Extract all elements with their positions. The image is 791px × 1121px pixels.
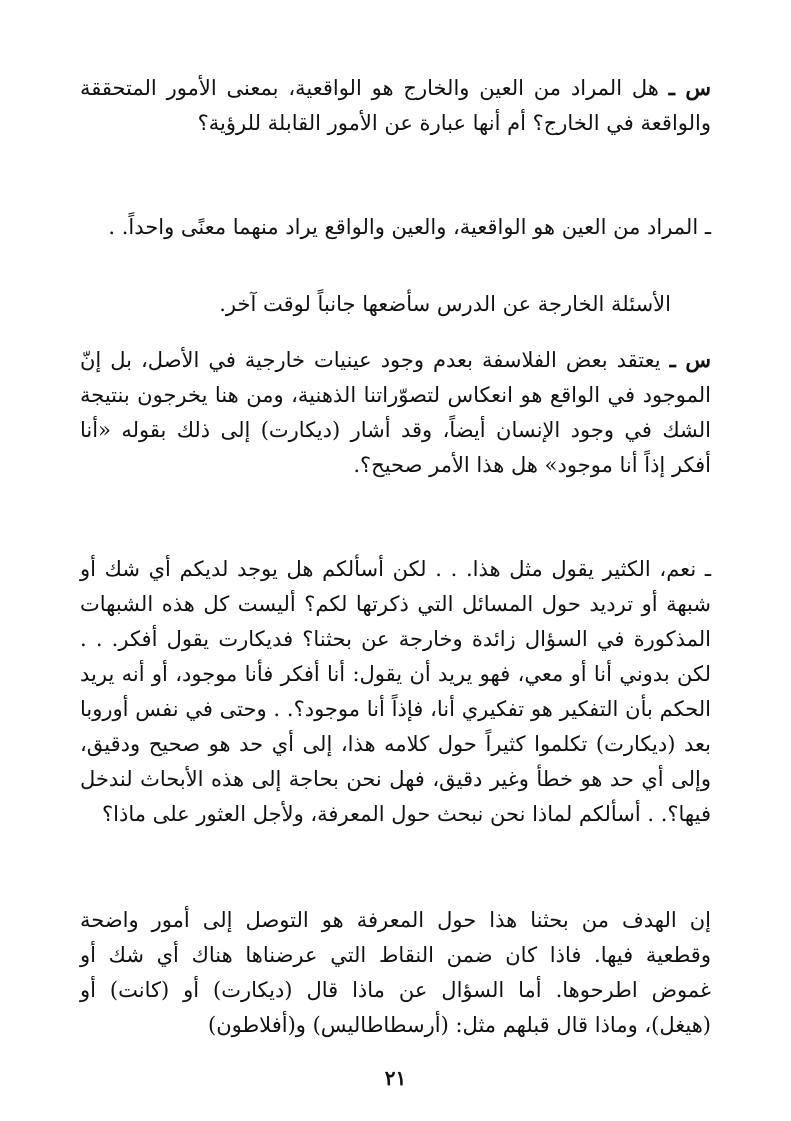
question-label: س ـ (668, 75, 711, 100)
answer-paragraph-3 (80, 903, 711, 1043)
paragraph-text: ـ نعم، الكثير يقول مثل هذا. . . لكن أسألكم هل يوجد لديكم أي شك أو شبهة أو ترديد حول المسائل التي ذكرتها لكم؟ أليست كل هذه الشبهات المذكورة في السؤال زائدة وخارجة عن بحثنا؟ فديكارت يقول أفكر. . . لكن بدوني أنا أو معي، فهو يريد أن يقول: أنا أفكر فأنا موجود، أو أنه يريد الحكم بأن التفكير هو تفكيري أنا، فإذاً أنا موجود؟. . وحتى في نفس أوروبا بعد (ديكارت) تكلموا كثيراً حول كلامه هذا، إلى أي حد هو صحيح ودقيق، وإلى أي حد هو خطأ وغير دقيق، فهل نحن بحاجة إلى هذه الأبحاث لندخل فيها؟. . أسألكم لماذا نحن نبحث حول المعرفة، ولأجل العثور على ماذا؟ (80, 557, 711, 826)
answer-paragraph-2 (80, 552, 711, 832)
page-number: ٢١ (384, 1066, 407, 1090)
aside-line (80, 287, 711, 322)
paragraph-text: الأسئلة الخارجة عن الدرس سأضعها جانباً لوقت آخر. (219, 292, 671, 316)
paragraph-text: يعتقد بعض الفلاسفة بعدم وجود عينيات خارجية في الأصل، بل إنّ الموجود في الواقع هو انعكاس لتصوّراتنا الذهنية، ومن هنا يخرجون بنتيجة الشك في وجود الإنسان أيضاً، وقد أشار (ديكارت) إلى ذلك بقوله «أنا أفكر إذاً أنا موجود» هل هذا الأمر صحيح؟. (80, 348, 711, 477)
paragraph-text: هل المراد من العين والخارج هو الواقعية، بمعنى الأمور المتحققة والواقعة في الخارج؟ أم أنها عبارة عن الأمور القابلة للرؤية؟ (80, 76, 711, 135)
question-label: س ـ (669, 347, 711, 372)
paragraph-text: إن الهدف من بحثنا هذا حول المعرفة هو التوصل إلى أمور واضحة وقطعية فيها. فاذا كان ضمن النقاط التي عرضناها هناك أي شك أو غموض اطرحوها. أما السؤال عن ماذا قال (ديكارت) أو (كانت) أو (هيغل)، وماذا قال قبلهم مثل: (أرسطاطاليس) و(أفلاطون) (80, 908, 711, 1037)
answer-paragraph-1 (80, 210, 711, 245)
paragraph-text: ـ المراد من العين هو الواقعية، والعين والواقع يراد منهما معنًى واحداً. . (108, 215, 711, 239)
question-paragraph-1 (80, 70, 711, 141)
question-paragraph-2 (80, 342, 711, 483)
